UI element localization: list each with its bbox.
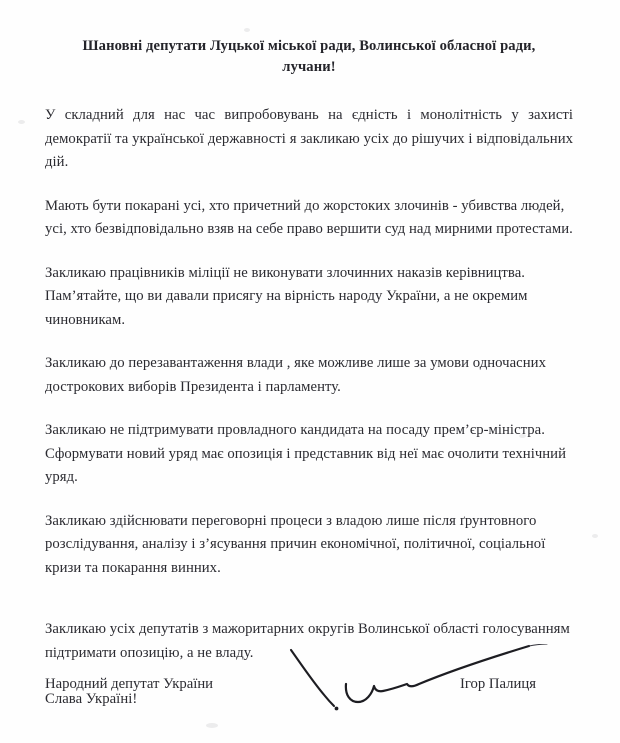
- paragraph-5: Закликаю не підтримувати провладного кандидата на посаду прем’єр-міністра. Сформувати новий уряд має опозиція і представник від неї має очолити технічний уряд.: [45, 422, 567, 485]
- document-title-line-1: Шановні депутати Луцької міської ради, Волинської обласної ради,: [82, 38, 536, 54]
- paper-smudge: [18, 120, 25, 124]
- paragraph-6: Закликаю здійснювати переговорні процеси з владою лише після ґрунтовного розслідування, аналізу і з’ясування причин економічної, політичної, соціальної кризи та покарання винних.: [45, 512, 546, 576]
- document-text-body: [45, 36, 573, 712]
- paragraph-spacer: [45, 242, 573, 262]
- signatory-role: Народний депутат України: [45, 676, 214, 692]
- paragraph-2: Мають бути покарані усі, хто причетний до жорстоких злочинів - убивства людей, усі, хто безвідповідально взяв на себе право вершити суд над мирними протестами.: [45, 197, 573, 237]
- paragraph-spacer: [45, 399, 573, 419]
- paragraph-1: У складний для нас час випробовувань на єдність і монолітність у захисті демократії та української державності я закликаю усіх до рішучих і відповідальних дій.: [45, 107, 573, 170]
- paragraph-4: Закликаю до перезавантаження влади , яке можливе лише за умови одночасних дострокових виборів Президента і парламенту.: [45, 355, 546, 395]
- paragraph-spacer: [45, 332, 573, 352]
- signatory-name: Ігор Палиця: [460, 676, 536, 692]
- paper-smudge: [592, 534, 598, 538]
- paper-smudge: [206, 723, 218, 728]
- signature-block: [45, 666, 575, 706]
- document-title-line-2: лучани!: [282, 59, 336, 75]
- title-spacer: [45, 78, 573, 104]
- paragraph-7: Закликаю усіх депутатів з мажоритарних округів Волинської області голосуванням підтримати опозицію, а не владу.: [45, 621, 570, 661]
- paragraph-spacer: [45, 490, 573, 510]
- paragraph-3: Закликаю працівників міліції не виконувати злочинних наказів керівництва. Пам’ятайте, що ви давали присягу на вірність народу України, а не окремим чиновникам.: [45, 264, 528, 328]
- slogan-glory-to-ukraine: Слава Україні!: [45, 691, 138, 707]
- paper-smudge: [244, 28, 250, 32]
- document-title: [45, 36, 573, 78]
- paragraph-spacer: [45, 175, 573, 195]
- paragraph-spacer-large: [45, 580, 573, 618]
